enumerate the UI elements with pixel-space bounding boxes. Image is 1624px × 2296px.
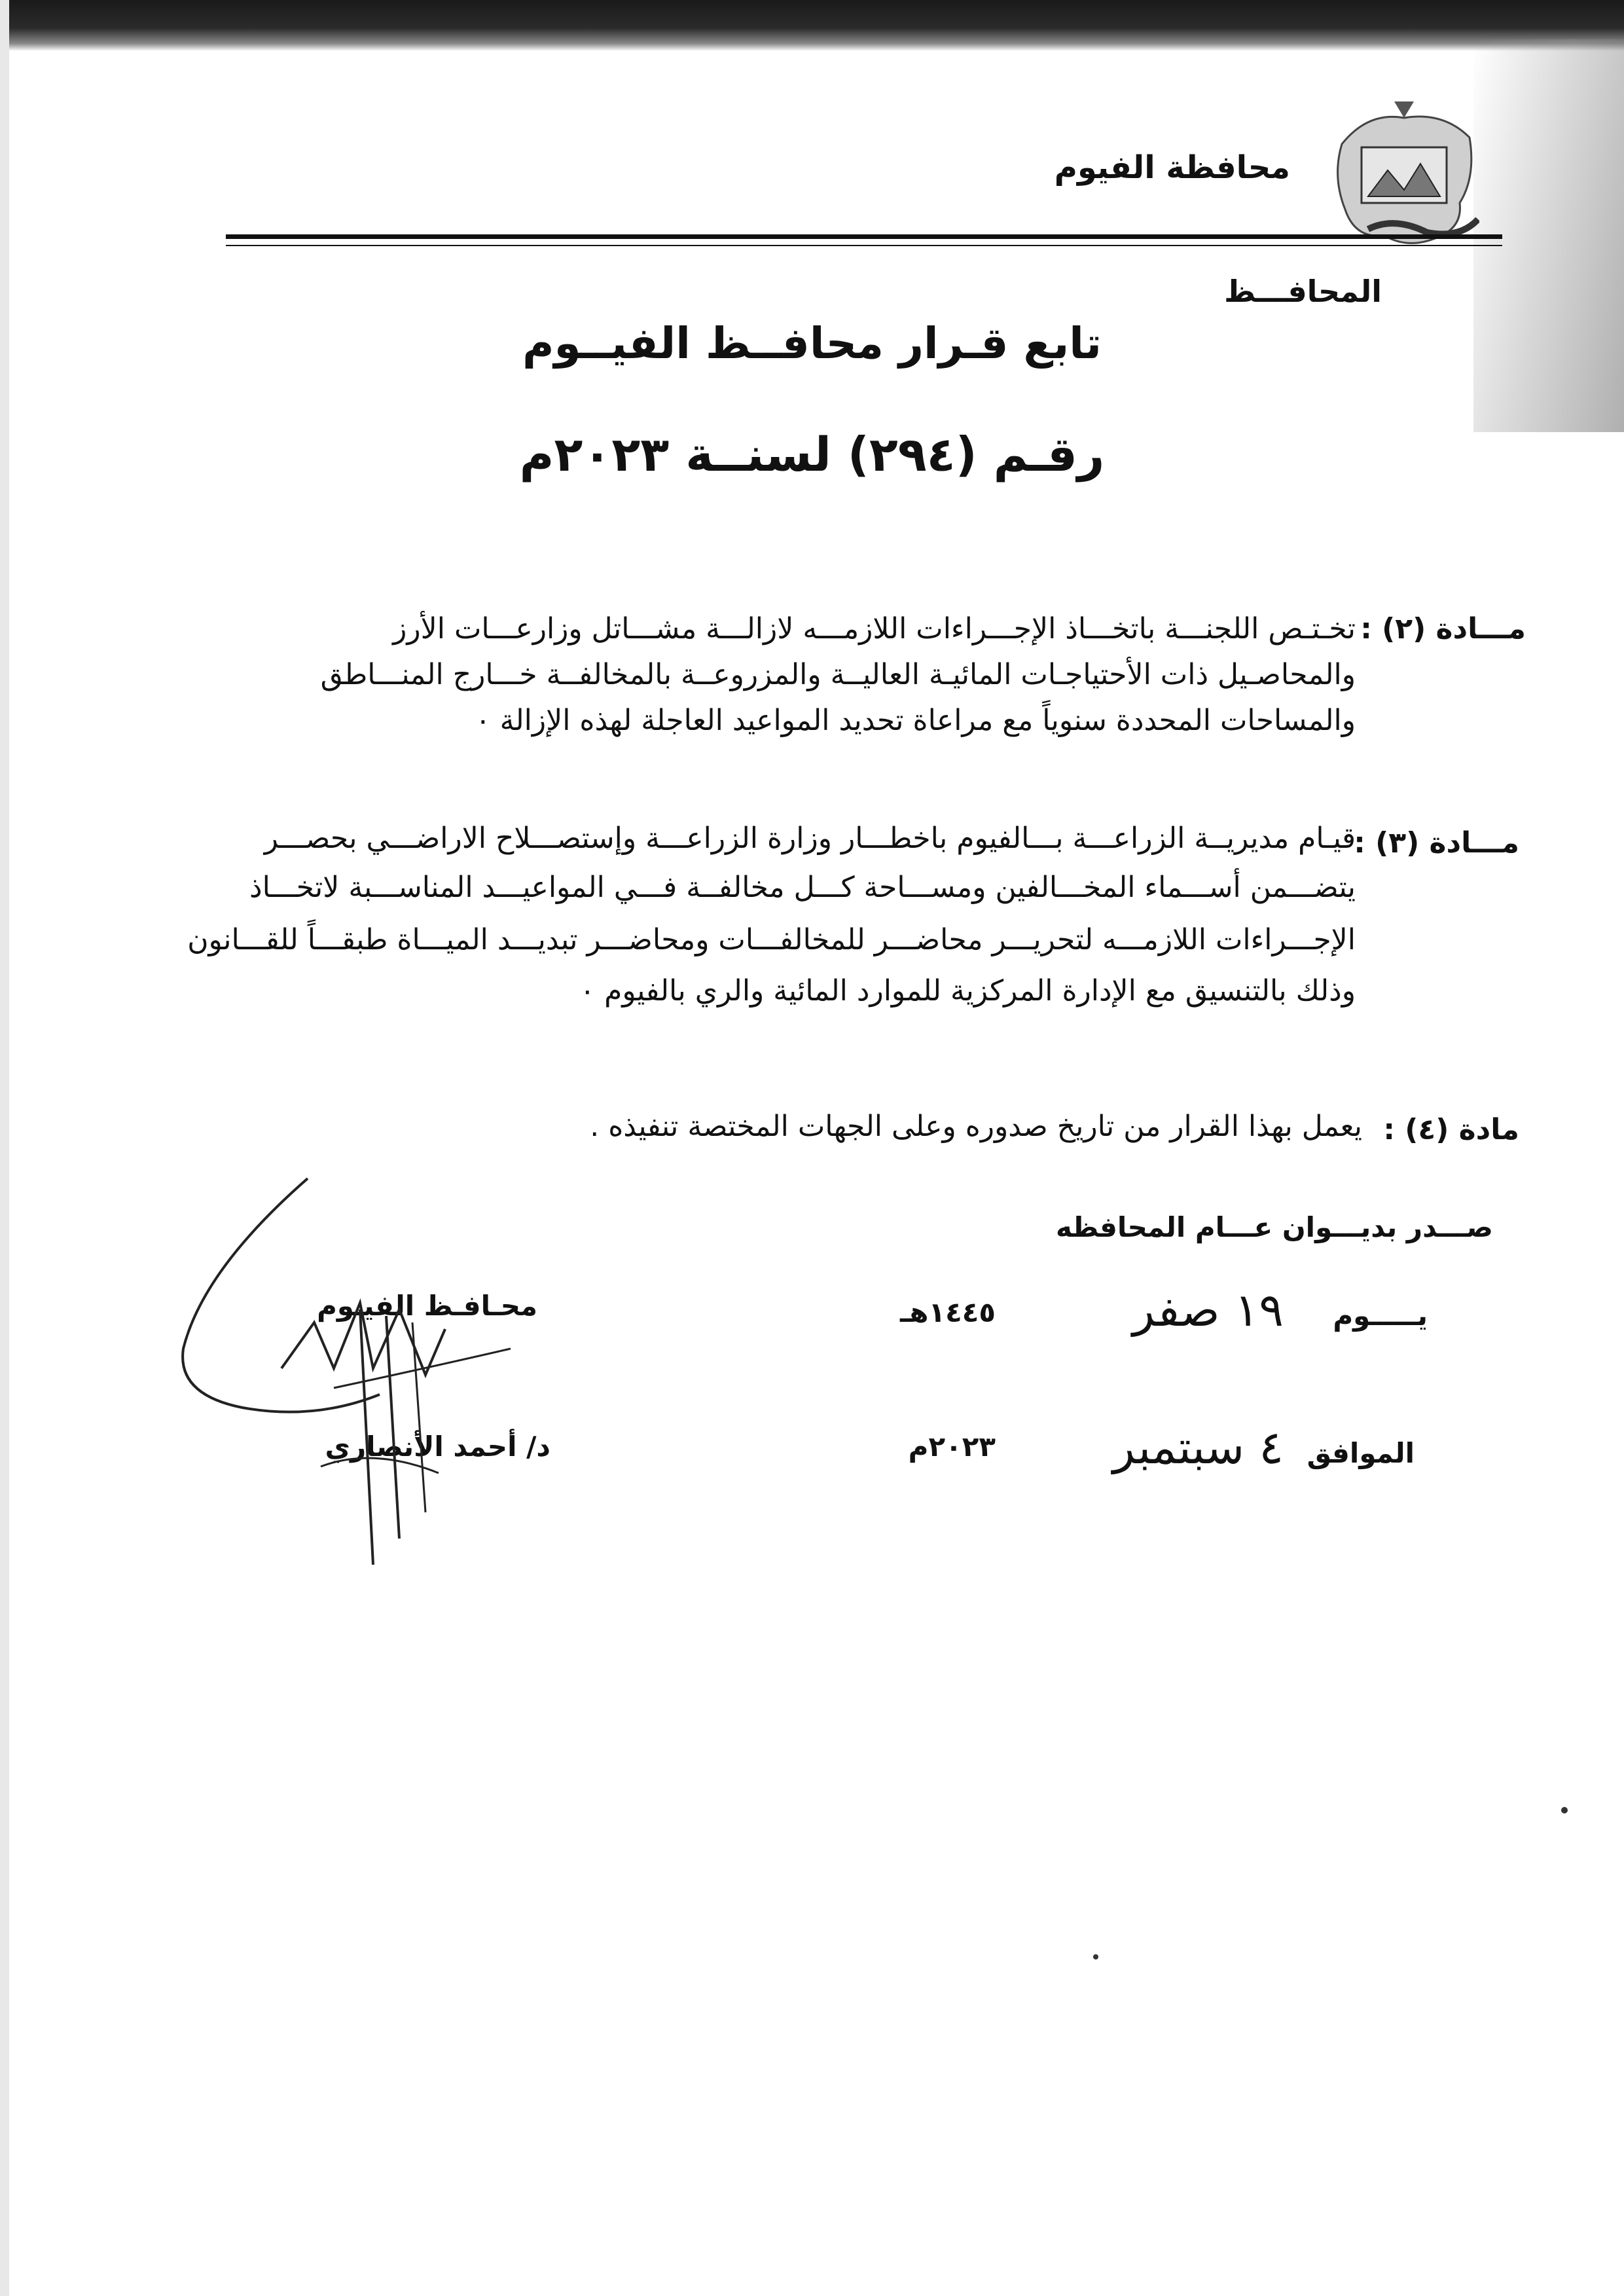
handwritten-signature — [164, 1172, 530, 1565]
gregorian-year: ٢٠٢٣م — [908, 1430, 996, 1463]
corresponding-label: الموافق — [1307, 1437, 1415, 1469]
article-3-line-3: الإجـــراءات اللازمـــه لتحريـــر محاضـــر للمخالفـــات ومحاضـــر تبديـــد الميـــاة طبقـــاً للقـــانون — [187, 923, 1356, 957]
fayoum-governorate-emblem-icon — [1329, 98, 1479, 249]
article-2-line-3: والمساحات المحددة سنوياً مع مراعاة تحديد المواعيد العاجلة لهذه الإزالة ٠ — [475, 704, 1356, 737]
article-2-line-2: والمحاصـيل ذات الأحتياجـات المائيـة العاليــة والمزروعــة بالمخالفــة خـــارج المنـــاطق — [320, 658, 1356, 691]
article-4-label: مادة (٤) : — [1383, 1113, 1519, 1146]
signatory-title: محـافـظ الفيـوم — [317, 1290, 537, 1322]
article-4-line-1: يعمل بهذا القرار من تاريخ صدوره وعلى الجهات المختصة تنفيذه . — [590, 1110, 1362, 1143]
office-name: المحافـــظ — [1224, 274, 1382, 309]
scan-speck — [1093, 1954, 1098, 1959]
signatory-name: د/ أحمد الأنصاري — [325, 1430, 550, 1463]
scan-top-edge — [0, 0, 1624, 51]
decree-number: رقـم (٢٩٤) لسنــة ٢٠٢٣م — [519, 427, 1105, 482]
issued-at: صـــدر بديـــوان عـــام المحافظه — [1056, 1211, 1493, 1243]
header-rule — [226, 234, 1502, 239]
day-handwritten: ١٩ صفر — [1132, 1283, 1284, 1337]
header-rule-thin — [226, 245, 1502, 246]
hijri-year: ١٤٤٥هـ — [899, 1296, 996, 1328]
organization-name: محافظة الفيوم — [1054, 149, 1290, 186]
article-3-line-1: قيـام مديريــة الزراعـــة بـــالفيوم باخطـــار وزارة الزراعـــة وإستصـــلاح الاراضـــي بحصـــر — [264, 822, 1356, 855]
decree-title: تابع قـرار محافــظ الفيــوم — [522, 318, 1102, 369]
scan-speck — [1561, 1807, 1568, 1813]
article-3-line-4: وذلك بالتنسيق مع الإدارة المركزية للموارد المائية والري بالفيوم ٠ — [579, 974, 1356, 1008]
article-3-line-2: يتضـــمن أســـماء المخـــالفين ومســـاحة كـــل مخالفــة فـــي المواعيـــد المناســـبة لاتخـــاذ — [249, 871, 1356, 904]
article-2-line-1: تخـتـص اللجنـــة باتخـــاذ الإجـــراءات اللازمـــه لازالـــة مشـــاتل وزارعـــات الأرز — [393, 612, 1356, 646]
day-label: يـــــوم — [1333, 1300, 1428, 1332]
corresponding-handwritten: ٤ سبتمبر — [1113, 1421, 1284, 1474]
article-3-label: مـــادة (٣) : — [1354, 826, 1519, 860]
article-2-label: مـــادة (٢) : — [1360, 612, 1526, 646]
